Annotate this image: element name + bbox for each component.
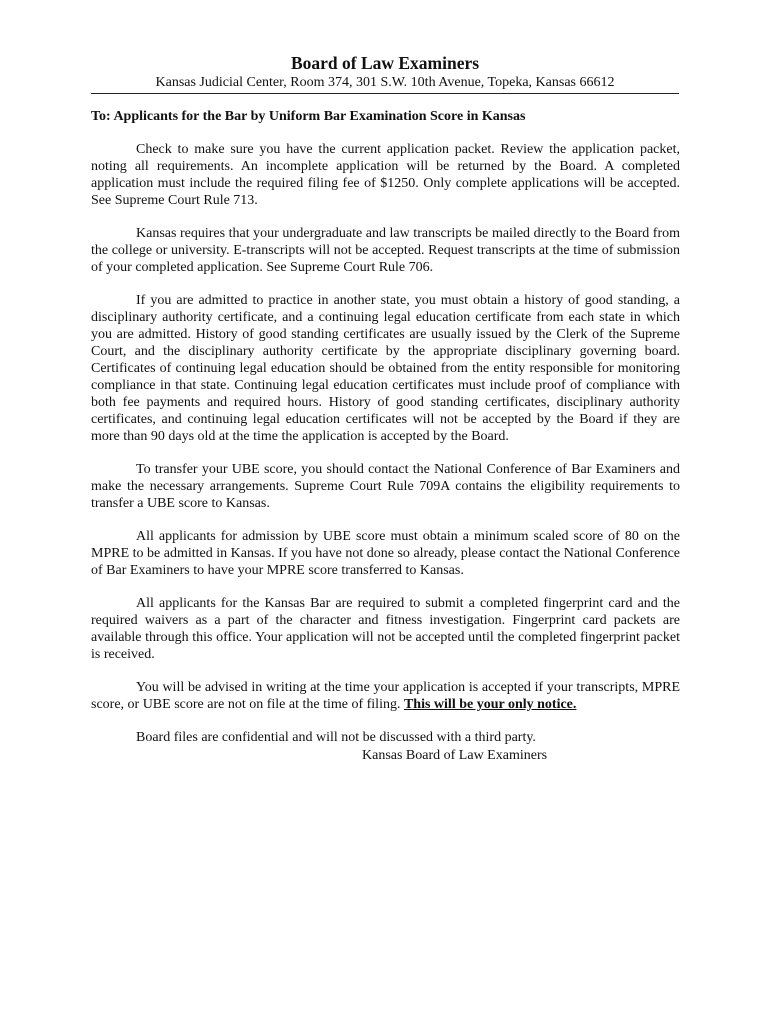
document-title: Board of Law Examiners [290,53,480,73]
paragraph-transcripts: Kansas requires that your undergraduate and law transcripts be mailed directly to the Board from the college or university. E-transcripts will not be accepted. Request transcripts at the time of submission of your completed application. See Supreme Court Rule 706. [91,226,680,275]
paragraph-good-standing: If you are admitted to practice in another state, you must obtain a history of good standing, a disciplinary authority certificate, and a continuing legal education certificate from each state in which you are admitted. History of good standing certificates are usually issued by the Clerk of the Supreme Court, and the disciplinary authority certificate by the appropriate disciplinary governing board. Certificates of continuing legal education should be obtained from the entity responsible for monitoring compliance in that state. Continuing legal education certificates must include proof of compliance with both fee payments and required hours. History of good standing certificates, disciplinary authority certificates, and continuing legal education certificates will not be accepted by the Board if they are more than 90 days old at the time the application is accepted by the Board. [91,293,680,444]
paragraph-mpre: All applicants for admission by UBE score must obtain a minimum scaled score of 80 on the MPRE to be admitted in Kansas. If you have not done so already, please contact the National Conference of Bar Examiners to have your MPRE score transferred to Kansas. [91,529,680,578]
letter-body [91,108,680,762]
paragraph-fingerprint: All applicants for the Kansas Bar are required to submit a completed fingerprint card and the required waivers as a part of the character and fitness investigation. Fingerprint card packets are available through this office. Your application will not be accepted until the completed fingerprint packet is received. [91,596,680,662]
signature-closing: Kansas Board of Law Examiners [362,748,548,763]
letterhead [91,52,679,94]
only-notice-emphasis: This will be your only notice. [403,697,577,712]
paragraph-confidential: Board files are confidential and will not be discussed with a third party. [136,730,536,745]
paragraph-notice-text: You will be advised in writing at the time your application is accepted if your transcripts, MPRE score, or UBE score are not on file at the time of filing. [91,680,680,712]
paragraph-ube-transfer: To transfer your UBE score, you should contact the National Conference of Bar Examiners and make the necessary arrangements. Supreme Court Rule 709A contains the eligibility requirements to transfer a UBE score to Kansas. [91,462,680,511]
letterhead-address: Kansas Judicial Center, Room 374, 301 S.W. 10th Avenue, Topeka, Kansas 66612 [91,74,679,94]
salutation: To: Applicants for the Bar by Uniform Bar Examination Score in Kansas [91,109,526,124]
paragraph-notice [91,679,680,713]
paragraph-application-packet: Check to make sure you have the current application packet. Review the application packet, noting all requirements. An incomplete application will be returned by the Board. A completed application must include the required filing fee of $1250. Only complete applications will be accepted. See Supreme Court Rule 713. [91,142,680,208]
